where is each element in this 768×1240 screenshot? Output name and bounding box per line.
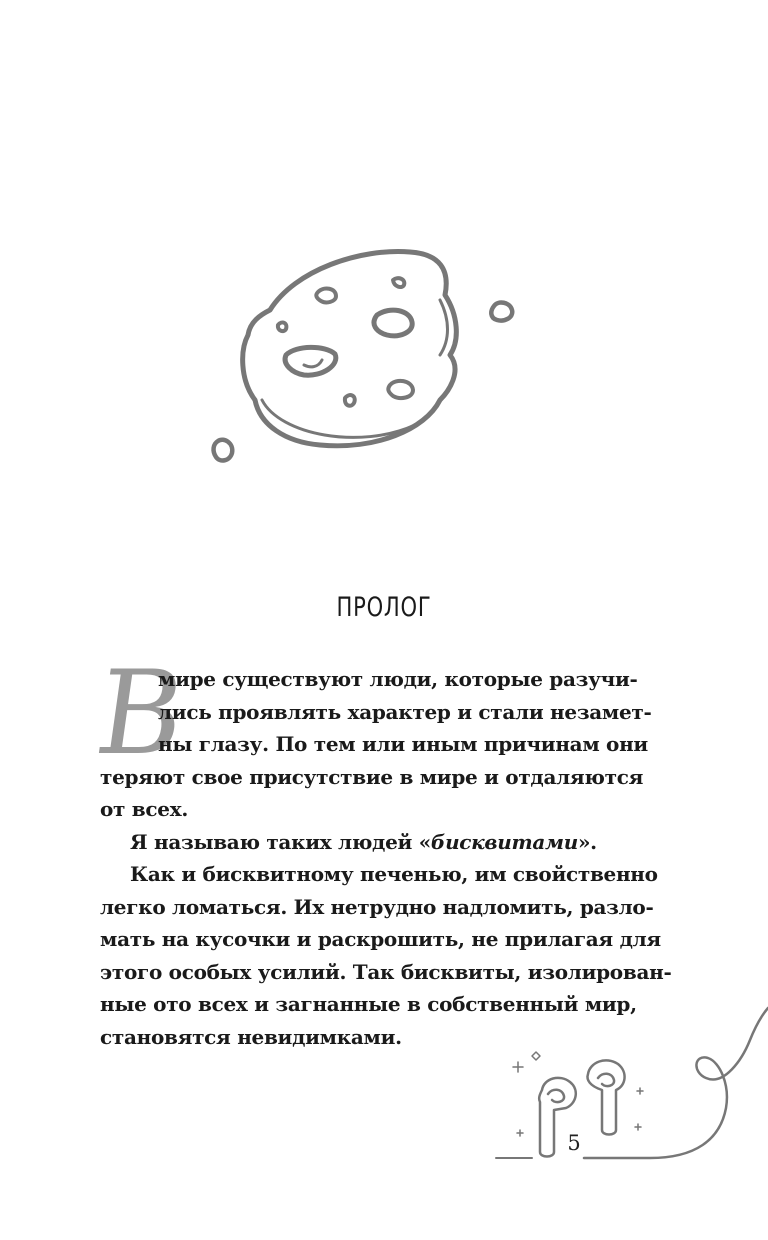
- sparkle-icon: [513, 1052, 643, 1136]
- page-number: 5: [567, 1131, 581, 1155]
- text-line: теряют свое присутствие в мире и отдаляются: [100, 764, 644, 789]
- text-line: легко ломаться. Их нетрудно надломить, разло-: [100, 894, 654, 919]
- text-fragment: Я называю таких людей «: [130, 829, 431, 854]
- text-line: [100, 826, 620, 859]
- drop-cap: В: [88, 646, 193, 781]
- earbuds-illustration: [480, 990, 768, 1170]
- text-line: лись проявлять характер и стали незамет-: [158, 699, 652, 724]
- text-line: этого особых усилий. Так бисквиты, изолирован-: [100, 959, 672, 984]
- page-title: ПРОЛОГ: [336, 592, 432, 623]
- text-line: становятся невидимками.: [100, 1024, 402, 1049]
- crumb-icon: [484, 296, 518, 328]
- text-line: ны глазу. По тем или иным причинам они: [158, 732, 648, 756]
- text-line: мать на кусочки и раскрошить, не прилагая для: [100, 927, 661, 951]
- text-line: мире существуют люди, которые разучи-: [158, 667, 638, 691]
- cookie-illustration: [200, 240, 520, 480]
- text-line: Как и бисквитному печенью, им свойственно: [130, 862, 658, 886]
- crumb-icon: [208, 433, 240, 467]
- text-line: ные ото всех и загнанные в собственный мир,: [100, 992, 637, 1016]
- emphasis-text: бисквитами: [430, 829, 578, 854]
- text-fragment: ».: [577, 829, 597, 854]
- text-line: от всех.: [100, 797, 188, 821]
